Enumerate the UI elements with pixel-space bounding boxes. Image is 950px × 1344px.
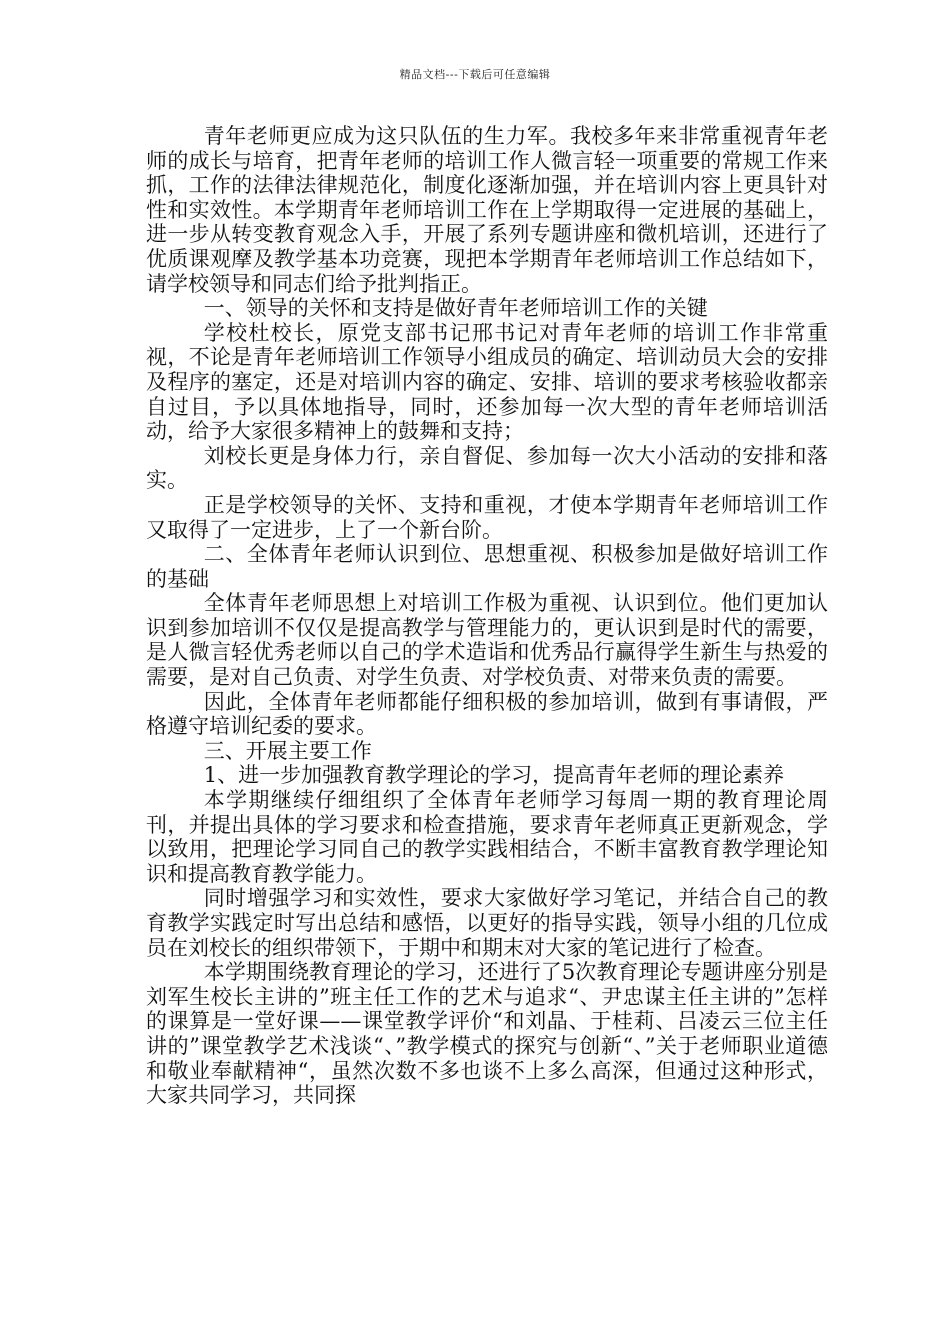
paragraph: 本学期围绕教育理论的学习，还进行了5次教育理论专题讲座分别是刘军生校长主讲的”班主任工作的艺术与追求“、尹忠谋主任主讲的”怎样的课算是一堂好课——课堂教学评价“和刘晶、于桂莉、吕凌云三位主任讲的”课堂教学艺术浅谈“、”教学模式的探究与创新“、”关于老师职业道德和敬业奉献精神“，虽然次数不多也谈不上多么高深，但通过这种形式，大家共同学习，共同探	[146, 960, 828, 1108]
subsection-heading-1: 1、进一步加强教育教学理论的学习，提高青年老师的理论素养	[203, 763, 785, 788]
paragraph: 因此，全体青年老师都能仔细积极的参加培训，做到有事请假，严格遵守培训纪委的要求。	[146, 689, 828, 739]
paragraph: 本学期继续仔细组织了全体青年老师学习每周一期的教育理论周刊，并提出具体的学习要求和检查措施，要求青年老师真正更新观念，学以致用，把理论学习同自己的教学实践相结合，不断丰富教育教学理论知识和提高教育教学能力。	[146, 788, 828, 886]
document-body	[146, 124, 828, 1108]
paragraph-intro: 青年老师更应成为这只队伍的生力军。我校多年来非常重视青年老师的成长与培育，把青年老师的培训工作人微言轻一项重要的常规工作来抓，工作的法律法律规范化，制度化逐渐加强，并在培训内容上更具针对性和实效性。本学期青年老师培训工作在上学期取得一定进展的基础上，进一步从转变教育观念入手，开展了系列专题讲座和微机培训，还进行了优质课观摩及教学基本功竞赛，现把本学期青年老师培训工作总结如下，请学校领导和同志们给予批判指正。	[146, 124, 828, 296]
section-heading-2: 二、全体青年老师认识到位、思想重视、积极参加是做好培训工作的基础	[146, 542, 828, 591]
paragraph: 学校杜校长，原党支部书记邢书记对青年老师的培训工作非常重视，不论是青年老师培训工作领导小组成员的确定、培训动员大会的安排及程序的塞定，还是对培训内容的确定、安排、培训的要求考核验收都亲自过目，予以具体地指导，同时，还参加每一次大型的青年老师培训活动，给予大家很多精神上的鼓舞和支持；	[146, 320, 828, 444]
section-heading-1: 一、领导的关怀和支持是做好青年老师培训工作的关键	[203, 296, 708, 321]
paragraph: 全体青年老师思想上对培训工作极为重视、认识到位。他们更加认识到参加培训不仅仅是提高教学与管理能力的，更认识到是时代的需要，是人微言轻优秀老师以自己的学术造诣和优秀品行赢得学生新生与热爱的需要，是对自己负责、对学生负责、对学校负责、对带来负责的需要。	[146, 591, 828, 690]
paragraph: 正是学校领导的关怀、支持和重视，才使本学期青年老师培训工作又取得了一定进步，上了一个新台阶。	[146, 492, 828, 542]
section-heading-3: 三、开展主要工作	[203, 738, 372, 763]
page-header: 精品文档---下载后可任意编辑	[399, 68, 551, 81]
paragraph: 同时增强学习和实效性，要求大家做好学习笔记，并结合自己的教育教学实践定时写出总结和感悟，以更好的指导实践，领导小组的几位成员在刘校长的组织带领下，于期中和期末对大家的笔记进行了检查。	[146, 886, 828, 960]
paragraph: 刘校长更是身体力行，亲自督促、参加每一次大小活动的安排和落实。	[146, 443, 828, 493]
